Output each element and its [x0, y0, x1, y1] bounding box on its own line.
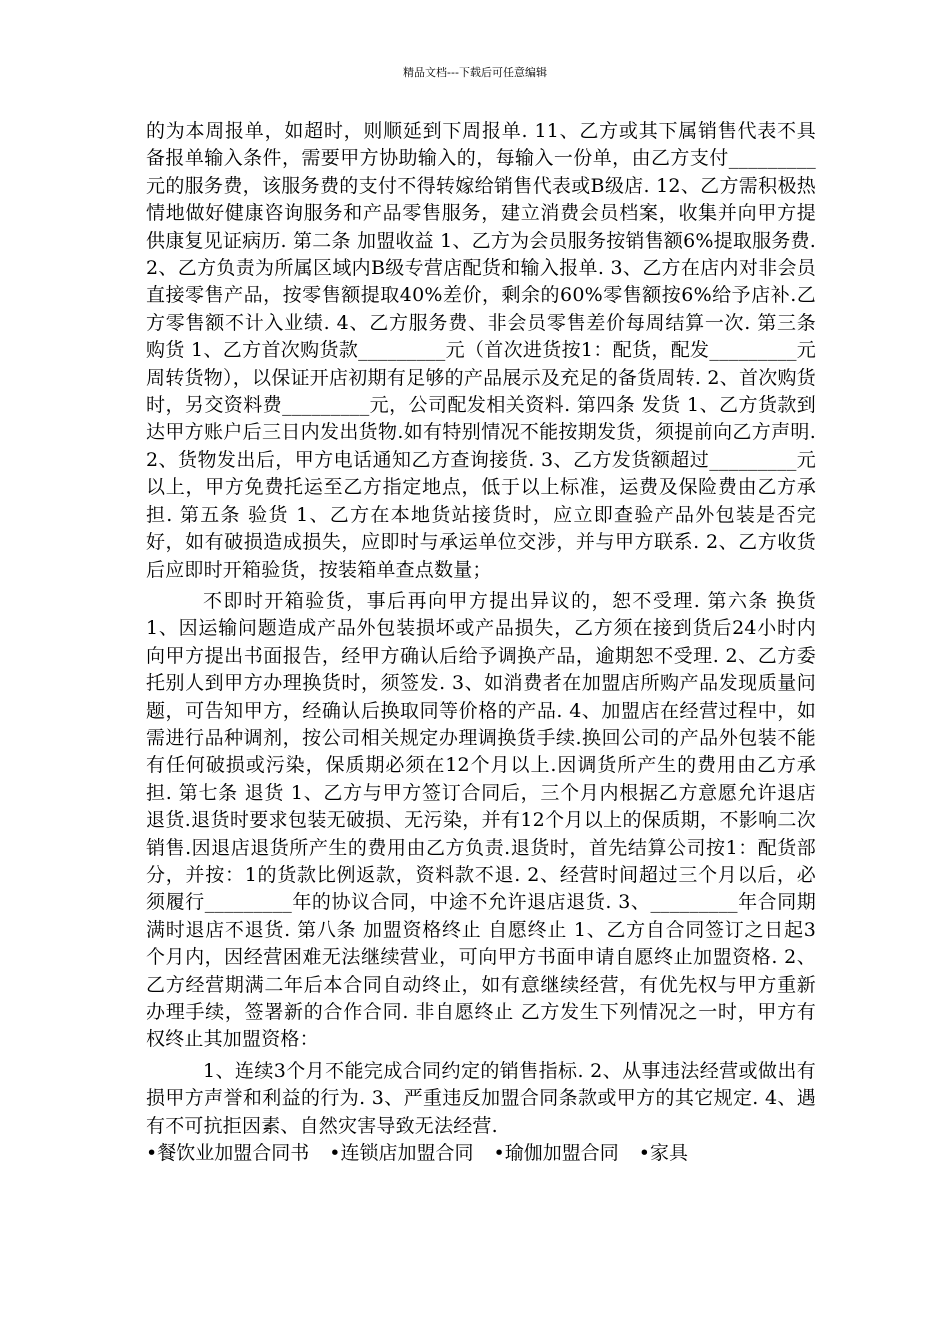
related-link-catering-franchise[interactable]: •餐饮业加盟合同书 [146, 1142, 310, 1165]
related-links [146, 1140, 816, 1167]
page-header: 精品文档---下载后可任意编辑 [403, 66, 547, 79]
document-body [146, 118, 816, 1167]
related-link-furniture[interactable]: •家具 [638, 1142, 689, 1165]
paragraph-2: 不即时开箱验货，事后再向甲方提出异议的，恕不受理. 第六条 换货 1、因运输问题造成产品外包装损坏或产品损失，乙方须在接到货后24小时内向甲方提出书面报告，经甲方确认后给予调换产品，逾期恕不受理. 2、乙方委托别人到甲方办理换货时，须签发. 3、如消费者在加盟店所购产品发现质量问题，可告知甲方，经确认后换取同等价格的产品. 4、加盟店在经营过程中，如需进行品种调剂，按公司相关规定办理调换货手续.换回公司的产品外包装不能有任何破损或污染，保质期必须在12个月以上.因调货所产生的费用由乙方承担. 第七条 退货 1、乙方与甲方签订合同后，三个月内根据乙方意愿允许退店退货.退货时要求包装无破损、无污染，并有12个月以上的保质期，不影响二次销售.因退店退货所产生的费用由乙方负责.退货时，首先结算公司按1：配货部分，并按：1的货款比例返款，资料款不退. 2、经营时间超过三个月以后，必须履行_________年的协议合同，中途不允许退店退货. 3、_________年合同期满时退店不退货. 第八条 加盟资格终止 自愿终止 1、乙方自合同签订之日起3个月内，因经营困难无法继续营业，可向甲方书面申请自愿终止加盟资格. 2、乙方经营期满二年后本合同自动终止，如有意继续经营，有优先权与甲方重新办理手续，签署新的合作合同. 非自愿终止 乙方发生下列情况之一时，甲方有权终止其加盟资格： [146, 589, 816, 1051]
related-link-chain-store-franchise[interactable]: •连锁店加盟合同 [329, 1142, 474, 1165]
paragraph-3: 1、连续3个月不能完成合同约定的销售指标. 2、从事违法经营或做出有损甲方声誉和利益的行为. 3、严重违反加盟合同条款或甲方的其它规定. 4、遇有不可抗拒因素、自然灾害导致无法经营. [146, 1059, 816, 1137]
related-link-yoga-franchise[interactable]: •瑜伽加盟合同 [493, 1142, 619, 1165]
paragraph-1: 的为本周报单，如超时，则顺延到下周报单. 11、乙方或其下属销售代表不具备报单输入条件，需要甲方协助输入的，每输入一份单，由乙方支付_________元的服务费，该服务费的支付不得转嫁给销售代表或B级店. 12、乙方需积极热情地做好健康咨询服务和产品零售服务，建立消费会员档案，收集并向甲方提供康复见证病历. 第二条 加盟收益 1、乙方为会员服务按销售额6%提取服务费. 2、乙方负责为所属区域内B级专营店配货和输入报单. 3、乙方在店内对非会员直接零售产品，按零售额提取40%差价，剩余的60%零售额按6%给予店补.乙方零售额不计入业绩. 4、乙方服务费、非会员零售差价每周结算一次. 第三条 购货 1、乙方首次购货款_________元（首次进货按1：配货，配发_________元周转货物），以保证开店初期有足够的产品展示及充足的备货周转. 2、首次购货时，另交资料费_________元，公司配发相关资料. 第四条 发货 1、乙方货款到达甲方账户后三日内发出货物.如有特别情况不能按期发货，须提前向乙方声明. 2、货物发出后，甲方电话通知乙方查询接货. 3、乙方发货额超过_________元以上，甲方免费托运至乙方指定地点，低于以上标准，运费及保险费由乙方承担. 第五条 验货 1、乙方在本地货站接货时，应立即查验产品外包装是否完好，如有破损造成损失，应即时与承运单位交涉，并与甲方联系. 2、乙方收货后应即时开箱验货，按装箱单查点数量； [146, 120, 816, 581]
